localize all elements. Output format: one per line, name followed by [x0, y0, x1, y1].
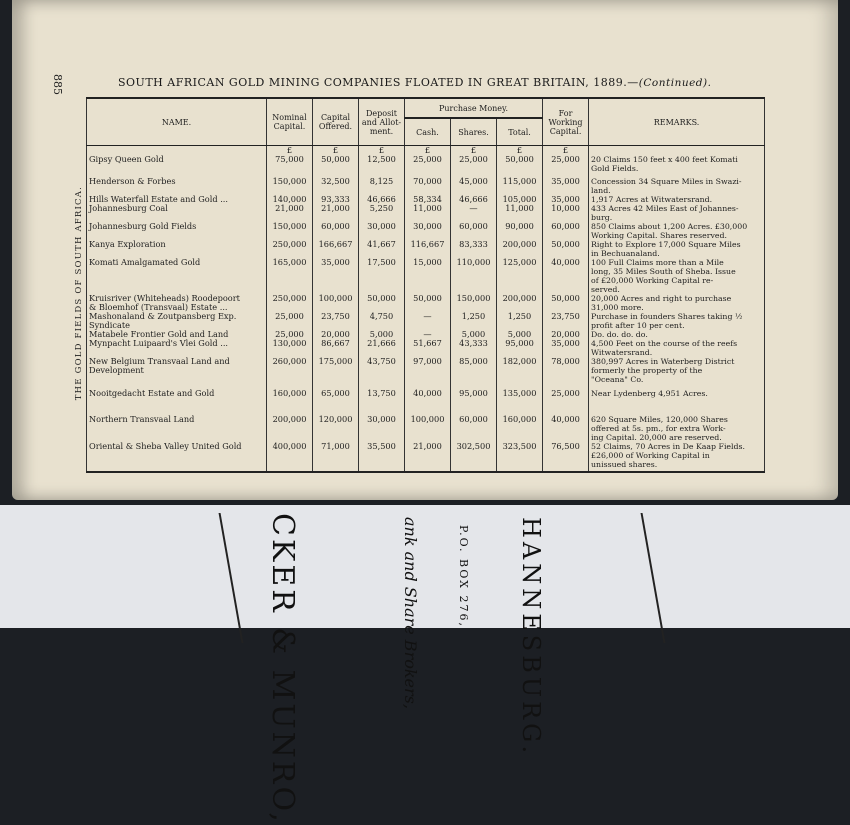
companies-table: [86, 97, 765, 473]
cell-working: 35,000 10,000: [543, 195, 589, 222]
table-row: [87, 258, 765, 294]
cell-remarks: Concession 34 Square Miles in Swazi- land.: [589, 177, 765, 195]
currency-mark: £: [359, 146, 405, 156]
col-shares-header: Shares.: [451, 118, 497, 146]
col-nominal-header: Nominal Capital.: [267, 98, 313, 146]
cell-name: Komati Amalgamated Gold: [87, 258, 267, 294]
cell-nominal: 150,000: [267, 222, 313, 240]
currency-mark: £: [405, 146, 451, 156]
cell-nominal: 160,000: [267, 389, 313, 415]
cell-nominal: 250,000: [267, 240, 313, 258]
cell-offered: 35,000: [313, 258, 359, 294]
cell-nominal: 260,000: [267, 357, 313, 389]
cell-name: Johannesburg Gold Fields: [87, 222, 267, 240]
cell-total: 105,000 11,000: [497, 195, 543, 222]
cell-offered: 166,667: [313, 240, 359, 258]
cell-nominal: 200,000: [267, 415, 313, 442]
currency-mark: £: [543, 146, 589, 156]
cell-total: 115,000: [497, 177, 543, 195]
cell-offered: 100,000 23,750 20,000 86,667: [313, 294, 359, 357]
table-body: [87, 146, 765, 473]
cell-cash: 21,000: [405, 442, 451, 472]
currency-mark: £: [497, 146, 543, 156]
cell-shares: 45,000: [451, 177, 497, 195]
currency-mark: £: [451, 146, 497, 156]
cell-deposit: 17,500: [359, 258, 405, 294]
cell-working: 25,000: [543, 389, 589, 415]
cell-total: 200,000 1,250 5,000 95,000: [497, 294, 543, 357]
heading-continued: (Continued).: [638, 77, 712, 89]
cell-offered: 71,000: [313, 442, 359, 472]
table-row: [87, 294, 765, 357]
cell-deposit: 8,125: [359, 177, 405, 195]
cell-total: 160,000: [497, 415, 543, 442]
cell-deposit: 13,750: [359, 389, 405, 415]
table-row: [87, 357, 765, 389]
cell-cash: 15,000: [405, 258, 451, 294]
cell-total: 90,000: [497, 222, 543, 240]
table-row: [87, 389, 765, 415]
advert-line-4: HANNESBURG.: [517, 517, 545, 758]
col-working-header: For Working Capital.: [543, 98, 589, 146]
cell-shares: 83,333: [451, 240, 497, 258]
advert-line-1: CKER & MUNRO,: [265, 513, 300, 825]
cell-offered: 32,500: [313, 177, 359, 195]
cell-total: 182,000: [497, 357, 543, 389]
cell-nominal: 140,000 21,000: [267, 195, 313, 222]
cell-name: New Belgium Transvaal Land and Development: [87, 357, 267, 389]
advert-line-3: P.O. BOX 276,: [457, 525, 470, 628]
cell-nominal: 165,000: [267, 258, 313, 294]
cell-deposit: 12,500: [359, 155, 405, 177]
table-row: [87, 177, 765, 195]
advert-card: [0, 505, 850, 825]
cell-working: 60,000: [543, 222, 589, 240]
cell-deposit: 46,666 5,250: [359, 195, 405, 222]
cell-shares: 60,000: [451, 415, 497, 442]
cell-working: 50,000: [543, 240, 589, 258]
cell-remarks: Right to Explore 17,000 Square Miles in Bechuanaland.: [589, 240, 765, 258]
cell-working: 50,000 23,750 20,000 35,000: [543, 294, 589, 357]
cell-remarks: 52 Claims, 70 Acres in De Kaap Fields. £26,000 of Working Capital in unissued shares.: [589, 442, 765, 472]
currency-mark: £: [313, 146, 359, 156]
cell-working: 25,000: [543, 155, 589, 177]
cell-shares: 302,500: [451, 442, 497, 472]
col-total-header: Total.: [497, 118, 543, 146]
currency-mark: £: [267, 146, 313, 156]
cell-name: Hills Waterfall Estate and Gold ... Johannesburg Coal: [87, 195, 267, 222]
running-side-title: THE GOLD FIELDS OF SOUTH AFRICA.: [74, 186, 84, 401]
cell-remarks: 620 Square Miles, 120,000 Shares offered at 5s. pm., for extra Work- ing Capital. 20,000 are reserved.: [589, 415, 765, 442]
col-deposit-header: Deposit and Allot-ment.: [359, 98, 405, 146]
cell-cash: 58,334 11,000: [405, 195, 451, 222]
cell-remarks: 850 Claims about 1,200 Acres. £30,000 Working Capital. Shares reserved.: [589, 222, 765, 240]
table-row: [87, 240, 765, 258]
cell-remarks: 1,917 Acres at Witwatersrand. 433 Acres 42 Miles East of Johannes- burg.: [589, 195, 765, 222]
col-name-header: NAME.: [87, 98, 267, 146]
cell-remarks: 100 Full Claims more than a Mile long, 35 Miles South of Sheba. Issue of £20,000 Working Capital re- served.: [589, 258, 765, 294]
col-offered-header: Capital Offered.: [313, 98, 359, 146]
cell-offered: 120,000: [313, 415, 359, 442]
cell-total: 323,500: [497, 442, 543, 472]
cell-remarks: 380,997 Acres in Waterberg District formerly the property of the "Oceana" Co.: [589, 357, 765, 389]
cell-cash: 50,000 — — 51,667: [405, 294, 451, 357]
cell-cash: 116,667: [405, 240, 451, 258]
table-row: [87, 222, 765, 240]
cell-working: 78,000: [543, 357, 589, 389]
cell-remarks: 20,000 Acres and right to purchase 31,000 more. Purchase in founders Shares taking ½ profit after 10 per cent. Do. do. do. do. 4,500 Feet on the course of the reefs Witwatersrand.: [589, 294, 765, 357]
cell-deposit: 43,750: [359, 357, 405, 389]
cell-cash: 40,000: [405, 389, 451, 415]
cell-deposit: 41,667: [359, 240, 405, 258]
cell-offered: 65,000: [313, 389, 359, 415]
cell-nominal: 250,000 25,000 25,000 130,000: [267, 294, 313, 357]
cell-shares: 110,000: [451, 258, 497, 294]
cell-offered: 175,000: [313, 357, 359, 389]
cell-nominal: 75,000: [267, 155, 313, 177]
cell-total: 50,000: [497, 155, 543, 177]
cell-name: Henderson & Forbes: [87, 177, 267, 195]
col-purchase-header: Purchase Money.: [405, 98, 543, 118]
table-row: [87, 442, 765, 472]
cell-deposit: 50,000 4,750 5,000 21,666: [359, 294, 405, 357]
cell-remarks: Near Lydenberg 4,951 Acres.: [589, 389, 765, 415]
cell-working: 40,000: [543, 415, 589, 442]
cell-shares: 60,000: [451, 222, 497, 240]
cell-name: Northern Transvaal Land: [87, 415, 267, 442]
cell-cash: 97,000: [405, 357, 451, 389]
col-cash-header: Cash.: [405, 118, 451, 146]
cell-remarks: 20 Claims 150 feet x 400 feet Komati Gold Fields.: [589, 155, 765, 177]
table-row: [87, 415, 765, 442]
cell-name: Oriental & Sheba Valley United Gold: [87, 442, 267, 472]
cell-name: Kruisriver (Whiteheads) Roodepoort & Bloemhof (Transvaal) Estate ... Mashonaland & Zoutpansberg Exp. Syndicate Matabele Frontier Gold and Land Mynpacht Luipaard's Vlei Gold ...: [87, 294, 267, 357]
page-number: 885: [51, 74, 64, 95]
cell-cash: 70,000: [405, 177, 451, 195]
table-heading: [118, 76, 758, 89]
cell-name: Nooitgedacht Estate and Gold: [87, 389, 267, 415]
cell-cash: 30,000: [405, 222, 451, 240]
cell-total: 125,000: [497, 258, 543, 294]
heading-main: SOUTH AFRICAN GOLD MINING COMPANIES FLOATED IN GREAT BRITAIN, 1889.—: [118, 76, 639, 89]
cell-offered: 60,000: [313, 222, 359, 240]
cell-shares: 95,000: [451, 389, 497, 415]
table-row: [87, 195, 765, 222]
cell-offered: 93,333 21,000: [313, 195, 359, 222]
cell-nominal: 400,000: [267, 442, 313, 472]
cell-deposit: 35,500: [359, 442, 405, 472]
col-remarks-header: REMARKS.: [589, 98, 765, 146]
cell-name: Kanya Exploration: [87, 240, 267, 258]
cell-cash: 25,000: [405, 155, 451, 177]
cell-offered: 50,000: [313, 155, 359, 177]
cell-deposit: 30,000: [359, 415, 405, 442]
cell-total: 135,000: [497, 389, 543, 415]
cell-working: 76,500: [543, 442, 589, 472]
cell-cash: 100,000: [405, 415, 451, 442]
cell-working: 40,000: [543, 258, 589, 294]
cell-total: 200,000: [497, 240, 543, 258]
cell-working: 35,000: [543, 177, 589, 195]
cell-shares: 46,666 —: [451, 195, 497, 222]
cell-name: Gipsy Queen Gold: [87, 155, 267, 177]
cell-deposit: 30,000: [359, 222, 405, 240]
table-row: [87, 155, 765, 177]
cell-shares: 25,000: [451, 155, 497, 177]
cell-shares: 85,000: [451, 357, 497, 389]
cell-shares: 150,000 1,250 5,000 43,333: [451, 294, 497, 357]
advert-line-2: ank and Share Brokers,: [401, 517, 420, 709]
cell-nominal: 150,000: [267, 177, 313, 195]
